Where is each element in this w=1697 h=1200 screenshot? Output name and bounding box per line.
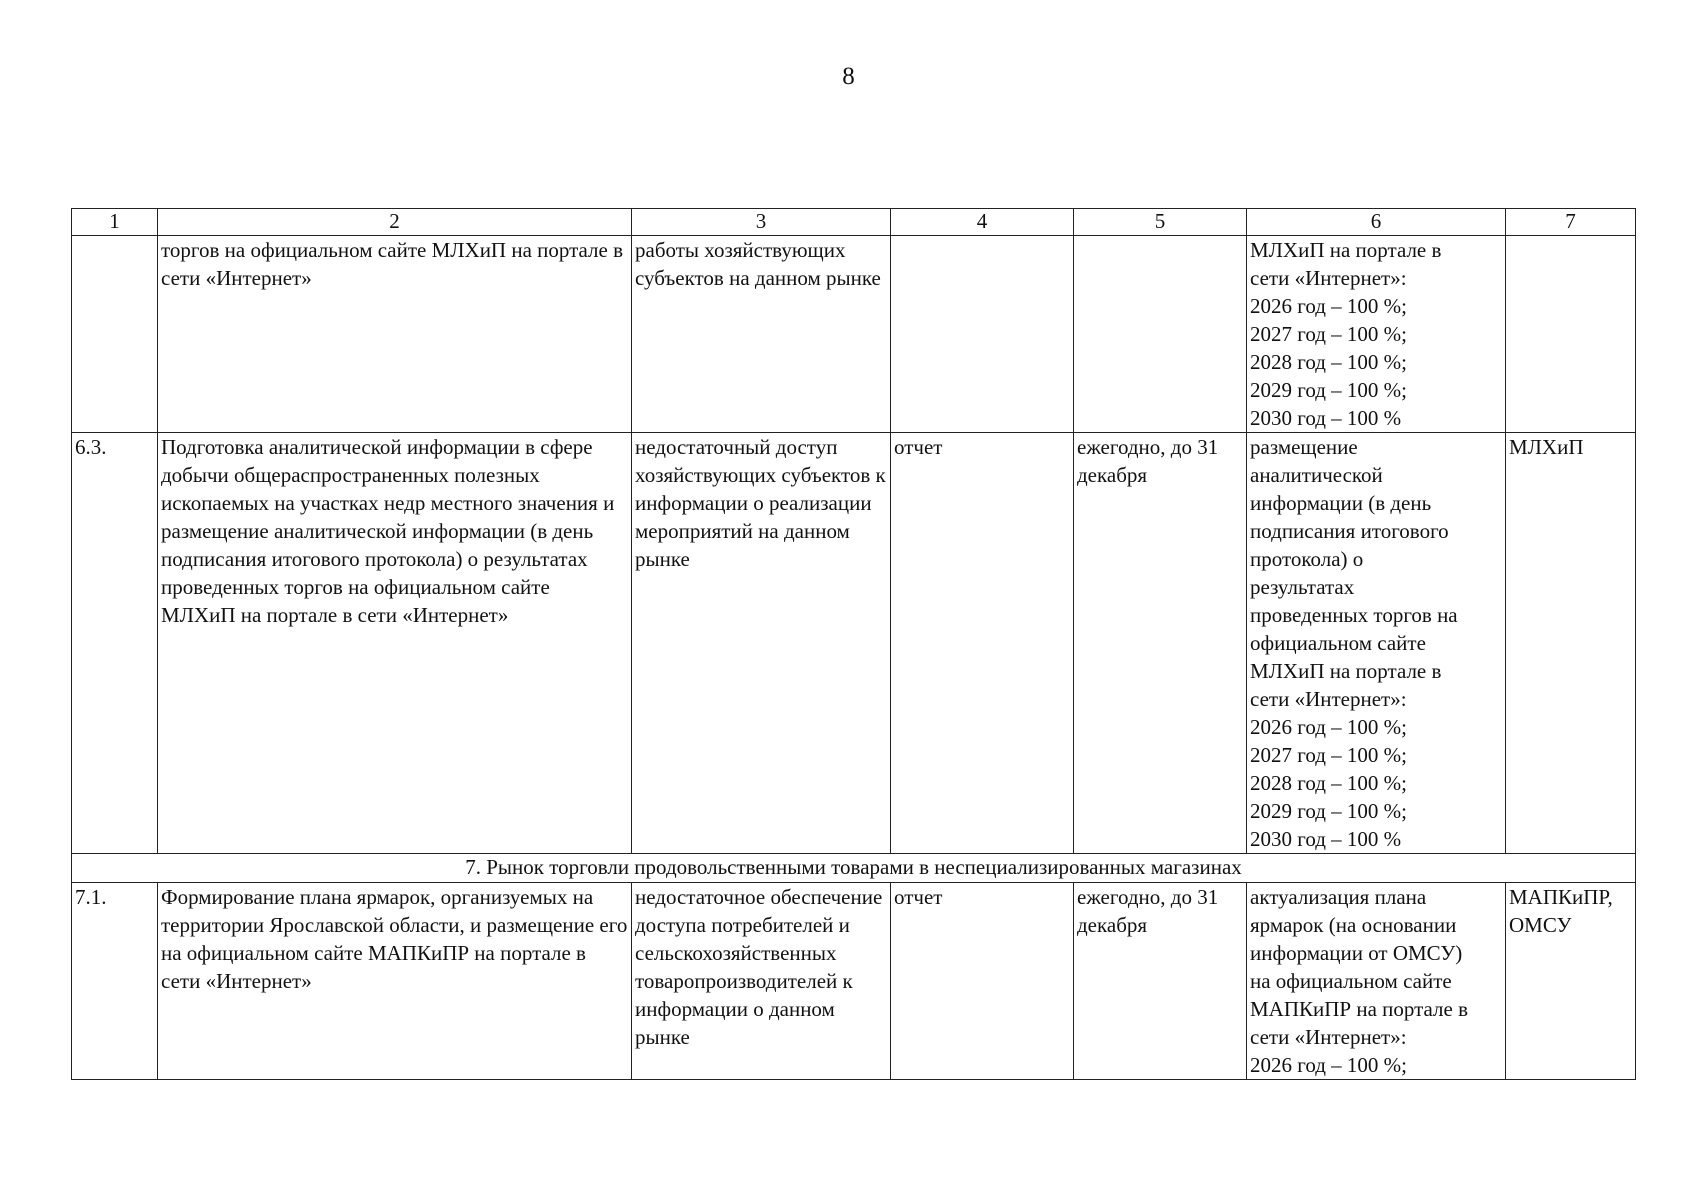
measure-cell: Подготовка аналитической информации в сфере добычи общераспространенных полезных ископаемых на участках недр местного значения и размещение аналитической информации (в день подписания итогового протокола) о результатах проведенных торгов на официальном сайте МЛХиП на портале в сети «Интернет» bbox=[158, 433, 632, 854]
result-cell bbox=[1247, 883, 1506, 1080]
result-line: 2028 год – 100 %; bbox=[1250, 771, 1407, 795]
row-number bbox=[72, 236, 158, 433]
deadline-cell: ежегодно, до 31 декабря bbox=[1074, 433, 1247, 854]
result-line: сети «Интернет»: bbox=[1250, 266, 1407, 290]
table-row bbox=[72, 433, 1636, 854]
document-type-cell: отчет bbox=[891, 883, 1074, 1080]
measures-table bbox=[71, 208, 1636, 1080]
result-line: размещение bbox=[1250, 435, 1358, 459]
result-line: актуализация плана bbox=[1250, 885, 1427, 909]
result-line: МЛХиП на портале в bbox=[1250, 238, 1442, 262]
column-header: 6 bbox=[1247, 209, 1506, 236]
column-header: 1 bbox=[72, 209, 158, 236]
result-cell bbox=[1247, 236, 1506, 433]
result-line: информации от ОМСУ) bbox=[1250, 941, 1463, 965]
result-line: 2027 год – 100 %; bbox=[1250, 322, 1407, 346]
column-header: 2 bbox=[158, 209, 632, 236]
result-line: 2027 год – 100 %; bbox=[1250, 743, 1407, 767]
result-line: протокола) о bbox=[1250, 547, 1364, 571]
result-cell bbox=[1247, 433, 1506, 854]
section-title: 7. Рынок торговли продовольственными товарами в неспециализированных магазинах bbox=[72, 854, 1636, 883]
page-number: 8 bbox=[842, 63, 855, 90]
result-line: проведенных торгов на bbox=[1250, 603, 1458, 627]
result-line: информации (в день bbox=[1250, 491, 1432, 515]
column-header: 3 bbox=[632, 209, 891, 236]
result-line: 2026 год – 100 %; bbox=[1250, 294, 1407, 318]
result-line: 2029 год – 100 %; bbox=[1250, 378, 1407, 402]
result-line: результатах bbox=[1250, 575, 1355, 599]
document-type-cell bbox=[891, 236, 1074, 433]
result-line: на официальном сайте bbox=[1250, 969, 1452, 993]
problem-cell: работы хозяйствующих субъектов на данном рынке bbox=[632, 236, 891, 433]
result-line: аналитической bbox=[1250, 463, 1383, 487]
responsible-cell: МАПКиПР, ОМСУ bbox=[1506, 883, 1636, 1080]
problem-cell: недостаточный доступ хозяйствующих субъектов к информации о реализации мероприятий на данном рынке bbox=[632, 433, 891, 854]
result-line: ярмарок (на основании bbox=[1250, 913, 1457, 937]
row-number: 6.3. bbox=[72, 433, 158, 854]
deadline-cell bbox=[1074, 236, 1247, 433]
result-line: 2030 год – 100 % bbox=[1250, 406, 1402, 430]
result-line: 2028 год – 100 %; bbox=[1250, 350, 1407, 374]
problem-cell: недостаточное обеспечение доступа потребителей и сельскохозяйственных товаропроизводителей к информации о данном рынке bbox=[632, 883, 891, 1080]
column-header: 4 bbox=[891, 209, 1074, 236]
result-line: МАПКиПР на портале в bbox=[1250, 997, 1469, 1021]
table-row bbox=[72, 883, 1636, 1080]
result-line: МЛХиП на портале в bbox=[1250, 659, 1442, 683]
column-header: 5 bbox=[1074, 209, 1247, 236]
section-row bbox=[72, 854, 1636, 883]
deadline-cell: ежегодно, до 31 декабря bbox=[1074, 883, 1247, 1080]
responsible-cell bbox=[1506, 236, 1636, 433]
row-number: 7.1. bbox=[72, 883, 158, 1080]
result-line: 2029 год – 100 %; bbox=[1250, 799, 1407, 823]
document-type-cell: отчет bbox=[891, 433, 1074, 854]
result-line: официальном сайте bbox=[1250, 631, 1426, 655]
responsible-cell: МЛХиП bbox=[1506, 433, 1636, 854]
result-line: сети «Интернет»: bbox=[1250, 687, 1407, 711]
table-body bbox=[72, 236, 1636, 1080]
table-row bbox=[72, 236, 1636, 433]
result-line: 2030 год – 100 % bbox=[1250, 827, 1402, 851]
measure-cell: торгов на официальном сайте МЛХиП на портале в сети «Интернет» bbox=[158, 236, 632, 433]
measure-cell: Формирование плана ярмарок, организуемых на территории Ярославской области, и размещение его на официальном сайте МАПКиПР на портале в сети «Интернет» bbox=[158, 883, 632, 1080]
result-line: подписания итогового bbox=[1250, 519, 1449, 543]
result-line: сети «Интернет»: bbox=[1250, 1025, 1407, 1049]
result-line: 2026 год – 100 %; bbox=[1250, 1053, 1407, 1077]
result-line: 2026 год – 100 %; bbox=[1250, 715, 1407, 739]
column-number-row bbox=[72, 209, 1636, 236]
column-header: 7 bbox=[1506, 209, 1636, 236]
